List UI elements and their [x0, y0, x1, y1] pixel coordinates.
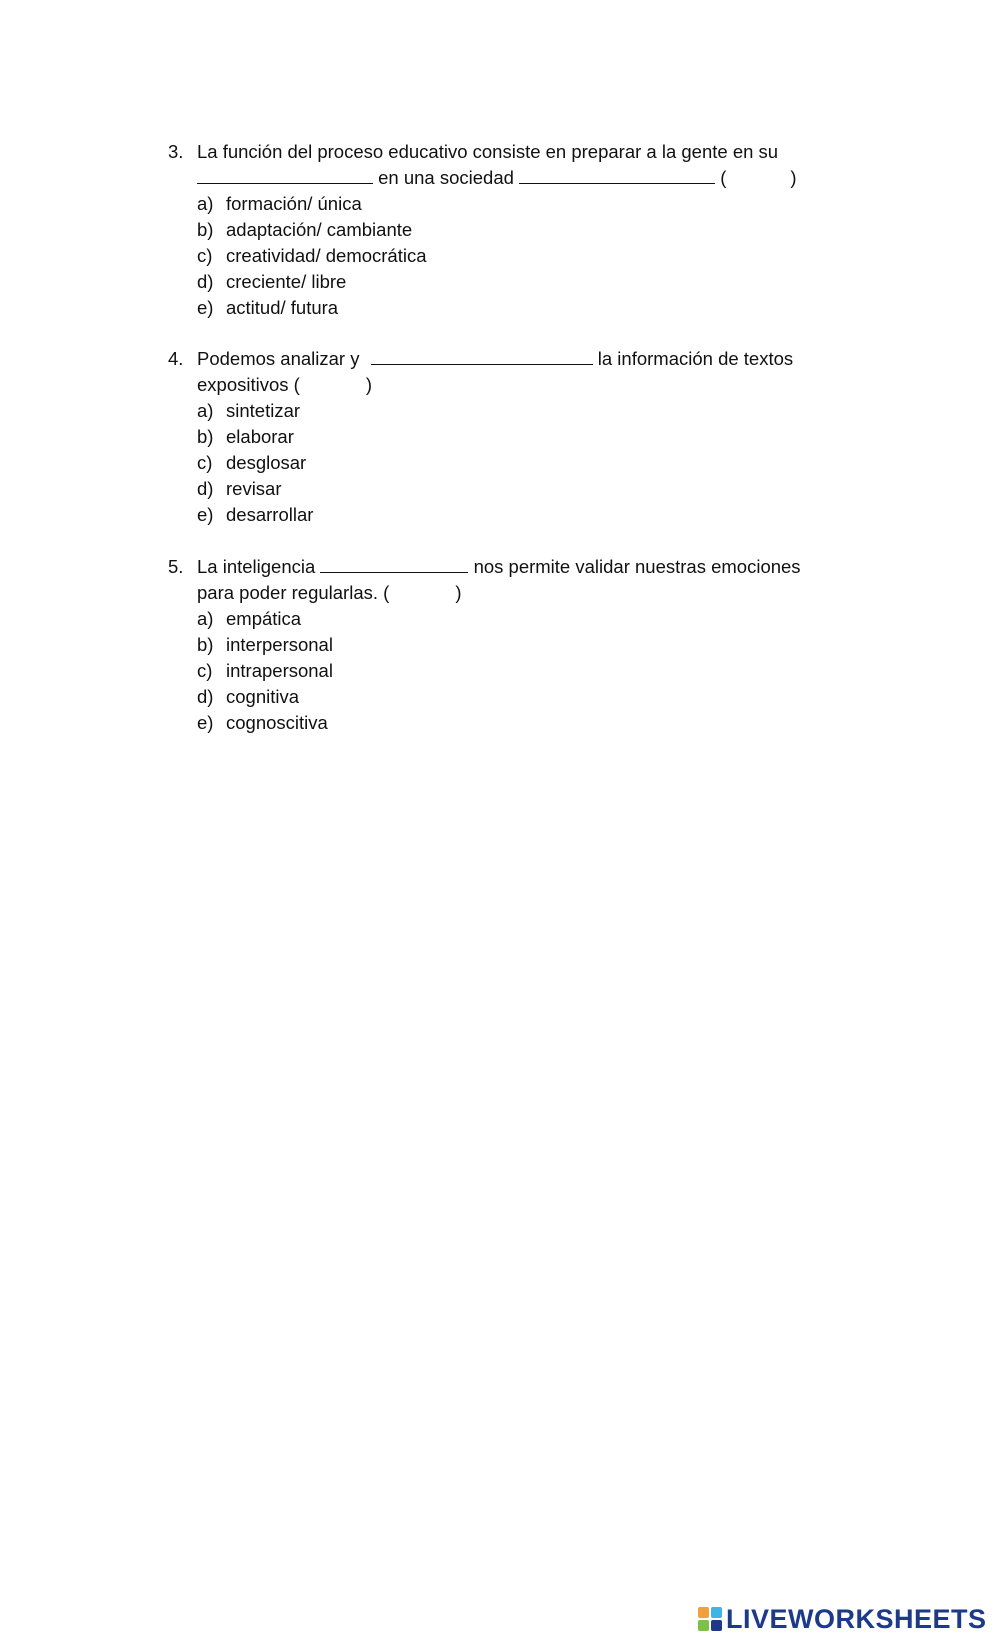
paren-close: ): [455, 582, 462, 603]
option-item: [197, 476, 848, 502]
option-text: desglosar: [226, 452, 307, 473]
option-letter: c): [197, 245, 213, 266]
option-letter: a): [197, 608, 214, 629]
option-letter: e): [197, 712, 214, 733]
question-text: nos permite validar nuestras emociones: [473, 556, 801, 577]
option-letter: e): [197, 297, 214, 318]
option-item: [197, 424, 848, 450]
option-text: actitud/ futura: [226, 297, 339, 318]
option-text: cognitiva: [226, 686, 300, 707]
question-text: Podemos analizar y: [197, 348, 360, 369]
question-text-line: [197, 139, 848, 165]
answer-blank[interactable]: [320, 554, 468, 573]
paren-open: (: [720, 167, 727, 188]
answer-blank[interactable]: [371, 346, 593, 365]
option-item: [197, 269, 848, 295]
option-item: [197, 217, 848, 243]
option-letter: b): [197, 219, 214, 240]
option-letter: d): [197, 271, 214, 292]
option-item: [197, 295, 848, 321]
option-item: [197, 502, 848, 528]
question-3: [168, 139, 848, 321]
question-text-line: [197, 580, 848, 606]
liveworksheets-brand[interactable]: [698, 1604, 987, 1634]
option-text: cognoscitiva: [226, 712, 328, 733]
question-text-line: [197, 372, 848, 398]
option-letter: c): [197, 660, 213, 681]
option-text: intrapersonal: [226, 660, 333, 681]
option-item: [197, 658, 848, 684]
option-item: [197, 450, 848, 476]
option-text: revisar: [226, 478, 282, 499]
option-letter: a): [197, 400, 214, 421]
option-item: [197, 684, 848, 710]
option-letter: d): [197, 478, 214, 499]
option-letter: e): [197, 504, 214, 525]
question-text: La inteligencia: [197, 556, 316, 577]
option-letter: d): [197, 686, 214, 707]
brand-text: LIVEWORKSHEETS: [726, 1603, 987, 1634]
option-letter: b): [197, 634, 214, 655]
option-item: [197, 191, 848, 217]
question-text: la información de textos: [597, 348, 794, 369]
question-text-line: [197, 554, 848, 580]
question-text-line: [197, 346, 848, 372]
question-5: [168, 554, 848, 736]
option-letter: c): [197, 452, 213, 473]
option-letter: b): [197, 426, 214, 447]
paren-close: ): [790, 167, 797, 188]
question-text: para poder regularlas. (: [197, 582, 390, 603]
question-number: 5.: [168, 556, 184, 577]
question-text: expositivos (: [197, 374, 300, 395]
option-item: [197, 606, 848, 632]
question-text-line: [197, 165, 848, 191]
option-text: empática: [226, 608, 302, 629]
option-text: sintetizar: [226, 400, 301, 421]
option-text: adaptación/ cambiante: [226, 219, 413, 240]
liveworksheets-logo-icon: [698, 1607, 722, 1631]
question-number: 4.: [168, 348, 184, 369]
question-text: en una sociedad: [378, 167, 514, 188]
option-text: creatividad/ democrática: [226, 245, 427, 266]
question-text: La función del proceso educativo consiste en preparar a la gente en su: [197, 141, 779, 162]
question-4: [168, 346, 848, 528]
answer-blank[interactable]: [197, 165, 373, 184]
option-text: creciente/ libre: [226, 271, 347, 292]
option-item: [197, 243, 848, 269]
option-letter: a): [197, 193, 214, 214]
option-item: [197, 632, 848, 658]
option-text: desarrollar: [226, 504, 314, 525]
paren-close: ): [365, 374, 372, 395]
option-item: [197, 710, 848, 736]
option-item: [197, 398, 848, 424]
option-text: elaborar: [226, 426, 294, 447]
option-text: interpersonal: [226, 634, 333, 655]
answer-blank[interactable]: [519, 165, 715, 184]
option-text: formación/ única: [226, 193, 362, 214]
question-number: 3.: [168, 141, 184, 162]
